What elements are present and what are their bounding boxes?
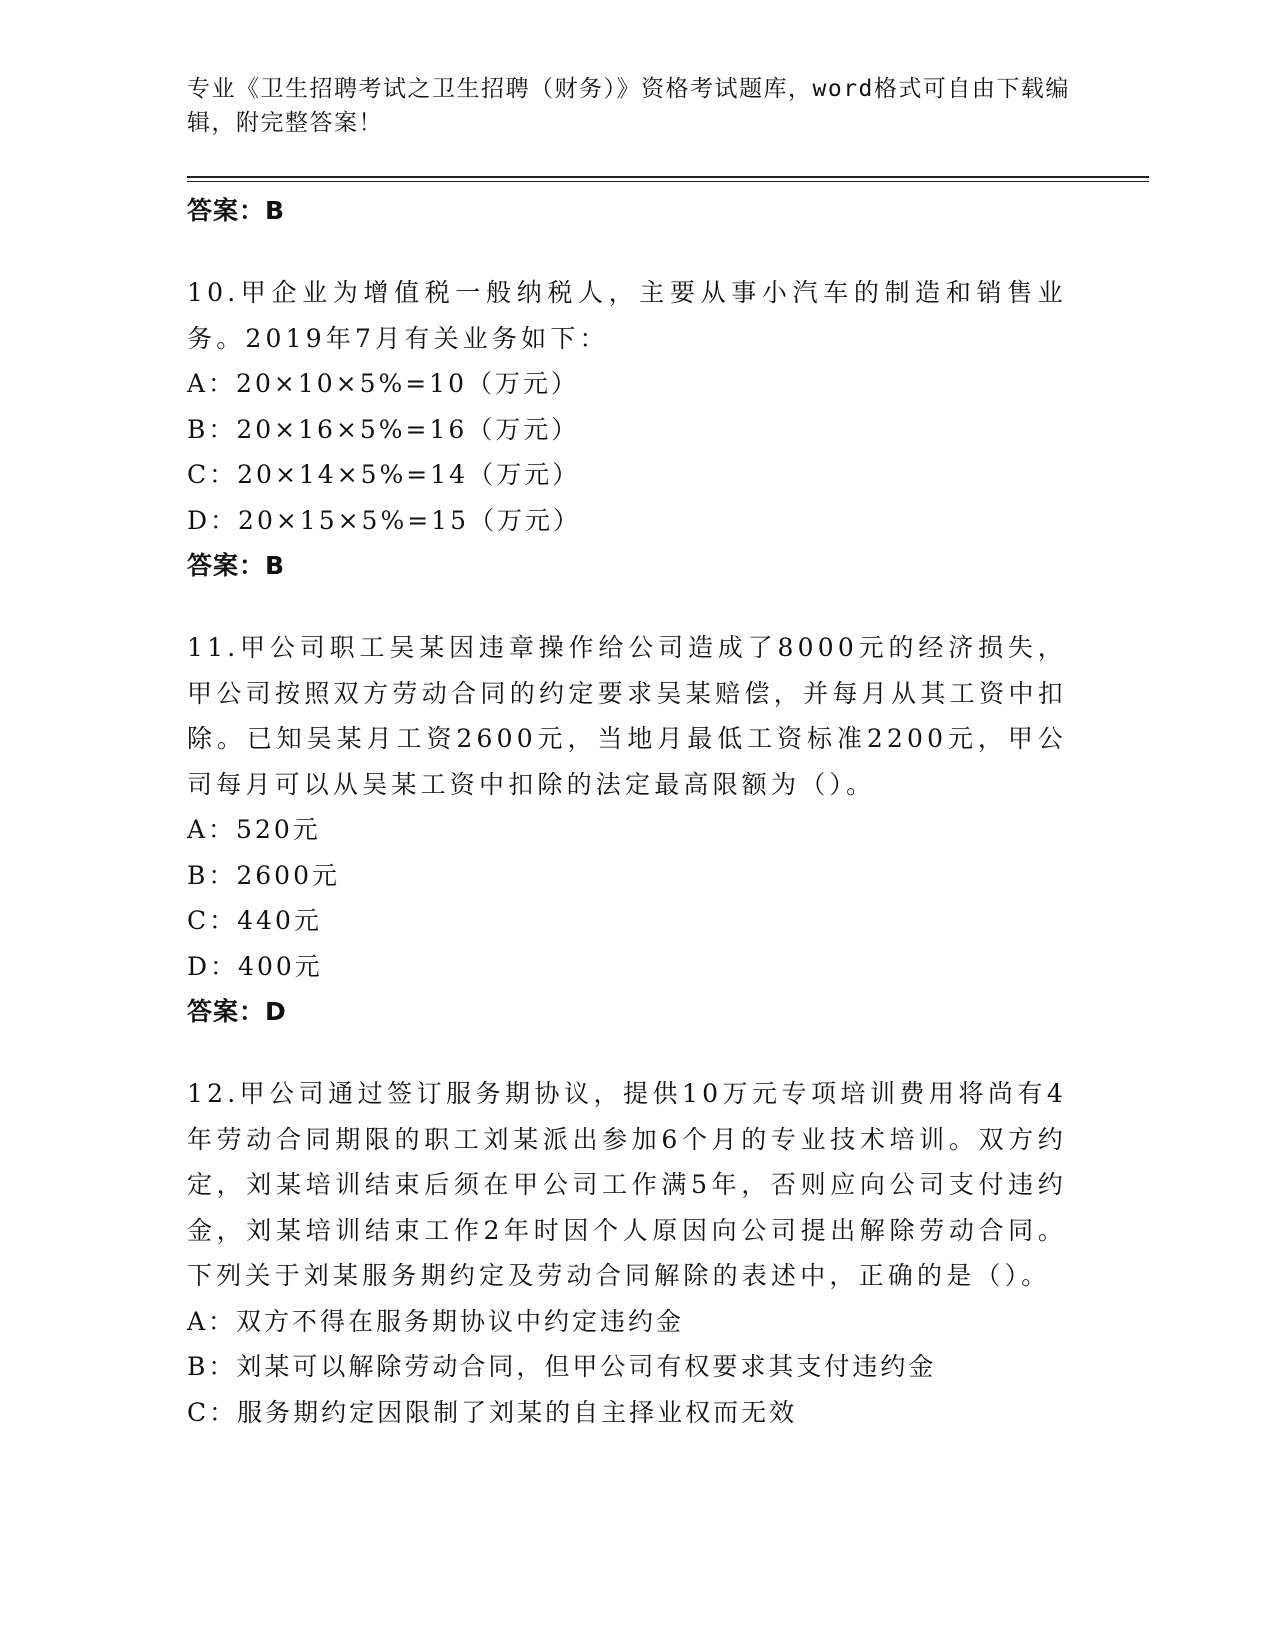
question-stem: 10.甲企业为增值税一般纳税人，主要从事小汽车的制造和销售业务。2019年7月有关业务如下：: [187, 278, 1067, 353]
option-d: D：400元: [187, 951, 323, 981]
option-a: A：520元: [187, 815, 321, 844]
option-c: C：服务期约定因限制了刘某的自主择业权而无效: [187, 1397, 798, 1427]
header-divider: [187, 176, 1149, 178]
option-d: D：20×15×5%=15（万元）: [187, 505, 581, 535]
option-a: A：20×10×5%=10（万元）: [187, 369, 579, 398]
header-divider-thin: [187, 181, 1149, 182]
option-b: B：20×16×5%=16（万元）: [187, 414, 580, 444]
question-stem: 12.甲公司通过签订服务期协议，提供10万元专项培训费用将尚有4年劳动合同期限的职工刘某派出参加6个月的专业技术培训。双方约定，刘某培训结束后须在甲公司工作满5年，否则应向公司支付违约金，刘某培训结束工作2年时因个人原因向公司提出解除劳动合同。下列关于刘某服务期约定及劳动合同解除的表述中，正确的是（）。: [187, 1079, 1067, 1290]
question-item: [187, 1071, 1067, 1435]
page-header: 专业《卫生招聘考试之卫生招聘（财务）》资格考试题库，word格式可自由下载编辑，附完整答案！: [187, 76, 1070, 136]
question-list: [187, 188, 1067, 1435]
option-c: C：20×14×5%=14（万元）: [187, 460, 581, 489]
answer-line: 答案：B: [187, 551, 286, 580]
option-b: B：刘某可以解除劳动合同，但甲公司有权要求其支付违约金: [187, 1352, 937, 1381]
option-c: C：440元: [187, 906, 322, 935]
option-b: B：2600元: [187, 860, 340, 890]
question-item: [187, 625, 1067, 1035]
answer-line: 答案：D: [187, 997, 287, 1026]
answer-line: 答案：B: [187, 196, 286, 225]
question-item: [187, 270, 1067, 589]
option-a: A：双方不得在服务期协议中约定违约金: [187, 1306, 685, 1336]
question-stem: 11.甲公司职工吴某因违章操作给公司造成了8000元的经济损失，甲公司按照双方劳动合同的约定要求吴某赔偿，并每月从其工资中扣除。已知吴某月工资2600元，当地月最低工资标准2200元，甲公司每月可以从吴某工资中扣除的法定最高限额为（）。: [187, 633, 1067, 799]
